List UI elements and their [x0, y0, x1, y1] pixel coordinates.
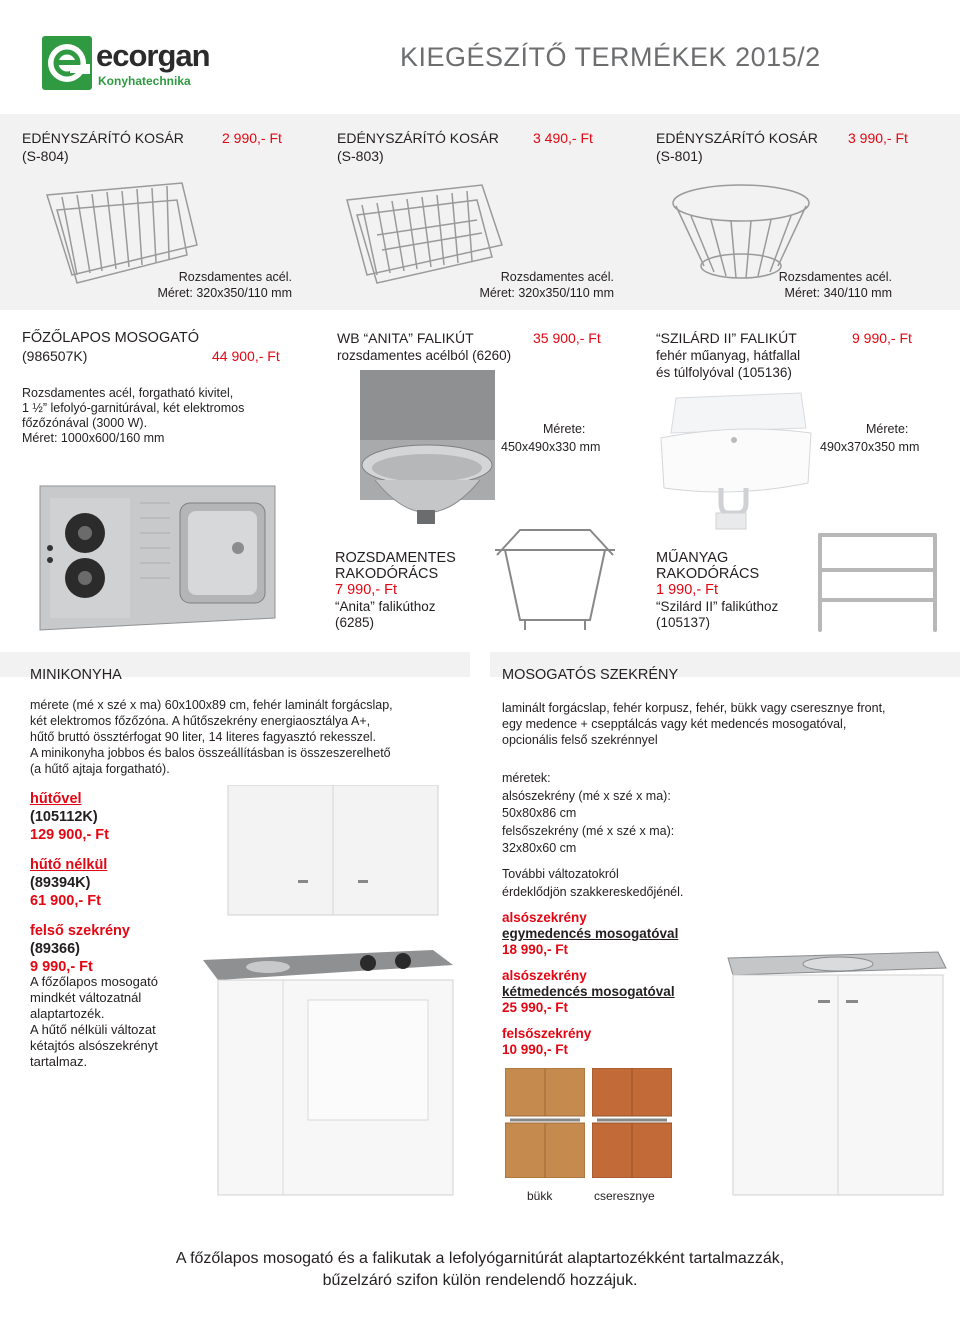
desc-line: egy medence + csepptálcás vagy két medencés mosogatóval,: [502, 717, 847, 731]
product-desc: 1 ½” lefolyó-garnitúrával, két elektromos: [22, 401, 245, 415]
basket-size: Méret: 320x350/110 mm: [479, 286, 614, 300]
size-value: 490x370x350 mm: [820, 440, 920, 454]
basket-name: EDÉNYSZÁRÍTÓ KOSÁR: [337, 130, 499, 146]
option-code: (89366): [30, 941, 80, 957]
rack-for: “Anita” falikúthoz: [335, 599, 436, 614]
rack-steel-card: [335, 550, 485, 640]
anita-card: [337, 330, 627, 530]
basket-name: EDÉNYSZÁRÍTÓ KOSÁR: [656, 130, 818, 146]
size-line: 32x80x60 cm: [502, 841, 577, 855]
more-line: érdeklődjön szakkereskedőjénél.: [502, 884, 684, 899]
size-line: felsőszekrény (mé x szé x ma):: [502, 823, 675, 838]
note-line: kétajtós alsószekrényt: [30, 1038, 158, 1053]
product-price: 44 900,- Ft: [212, 348, 280, 364]
minikonyha-image: [198, 785, 458, 1205]
rack-for: “Szilárd II” falikúthoz: [656, 599, 779, 614]
note-line: mindkét változatnál: [30, 990, 142, 1005]
note-line: tartalmaz.: [30, 1054, 88, 1069]
mosogatos-sizes: [502, 770, 802, 858]
desc-line: A minikonyha jobbos és balos összeállításban is összeszerelhető: [30, 746, 391, 760]
product-sub: fehér műanyag, hátfallal: [656, 348, 801, 363]
rack-title: RAKODÓRÁCS: [656, 566, 760, 582]
size-label: Mérete:: [543, 422, 586, 436]
product-size: Méret: 1000x600/160 mm: [22, 431, 165, 445]
rack-title: ROZSDAMENTES: [335, 550, 456, 566]
size-line: méretek:: [502, 771, 551, 785]
basket-code: (S-803): [337, 148, 384, 164]
option-code: (89394K): [30, 875, 91, 891]
bukk-label: bükk: [527, 1189, 553, 1203]
logo: [40, 34, 220, 94]
product-name: FŐZŐLAPOS MOSOGATÓ: [22, 330, 199, 346]
minikonyha-note: [30, 974, 190, 1070]
product-desc: főzőzónával (3000 W).: [22, 416, 148, 430]
desc-line: hűtő bruttó össztérfogat 90 liter, 14 literes fagyasztó rekesszel.: [30, 730, 377, 744]
price-item-label: kétmedencés mosogatóval: [502, 984, 675, 999]
product-price: 35 900,- Ft: [533, 330, 601, 346]
footer-line: bűzelzáró szifon külön rendelendő hozzájuk.: [322, 1272, 638, 1289]
minikonyha-options: [30, 790, 190, 976]
product-desc: Rozsdamentes acél, forgatható kivitel,: [22, 386, 234, 400]
basket-material: Rozsdamentes acél.: [178, 270, 292, 284]
logo-subtitle: Konyhatechnika: [98, 74, 191, 88]
price-item-value: 18 990,- Ft: [502, 942, 569, 957]
option-name: hűtő nélkül: [30, 857, 108, 873]
rack-code: (6285): [335, 615, 375, 630]
rack-title: RAKODÓRÁCS: [335, 566, 439, 582]
rack-steel-image: [485, 520, 625, 640]
basket-code: (S-804): [22, 148, 69, 164]
rack-price: 7 990,- Ft: [335, 582, 398, 598]
more-line: További változatokról: [502, 867, 619, 881]
option-name: felső szekrény: [30, 923, 130, 939]
cooker-sink-image: [30, 478, 280, 638]
price-item-label: alsószekrény: [502, 910, 587, 925]
note-line: A főzőlapos mosogató: [30, 974, 158, 989]
product-sub: és túlfolyóval (105136): [656, 365, 792, 380]
price-item-label: egymedencés mosogatóval: [502, 926, 679, 941]
szilard-sink-image: [656, 388, 816, 538]
note-line: alaptartozék.: [30, 1006, 105, 1021]
cseresznye-cabinet-image: [592, 1068, 672, 1178]
product-sub: rozsdamentes acélból (6260): [337, 348, 512, 363]
price-item-value: 25 990,- Ft: [502, 1000, 569, 1015]
product-name: “SZILÁRD II” FALIKÚT: [656, 330, 797, 346]
option-price: 9 990,- Ft: [30, 959, 93, 975]
mosogatos-title: MOSOGATÓS SZEKRÉNY: [502, 667, 679, 683]
product-price: 9 990,- Ft: [852, 330, 912, 346]
basket-card: [656, 130, 946, 305]
rack-plastic-image: [800, 520, 950, 640]
rack-title: MŰANYAG: [656, 550, 729, 566]
rack-code: (105137): [656, 615, 711, 630]
basket-price: 2 990,- Ft: [222, 130, 282, 146]
minikonyha-title: MINIKONYHA: [30, 667, 122, 683]
mosogatos-image: [718, 950, 948, 1200]
size-line: 50x80x86 cm: [502, 806, 577, 820]
size-line: alsószekrény (mé x szé x ma):: [502, 788, 671, 803]
desc-line: mérete (mé x szé x ma) 60x100x89 cm, fehér laminált forgácslap,: [30, 698, 393, 712]
option-code: (105112K): [30, 809, 98, 825]
basket-material: Rozsdamentes acél.: [778, 270, 892, 284]
desc-line: laminált forgácslap, fehér korpusz, fehér, bükk vagy cseresznye front,: [502, 701, 886, 715]
basket-card: [22, 130, 312, 305]
basket-image: [32, 175, 202, 285]
cseresznye-label: cseresznye: [594, 1189, 655, 1203]
basket-name: EDÉNYSZÁRÍTÓ KOSÁR: [22, 130, 184, 146]
option-name: hűtővel: [30, 791, 82, 807]
footer-line: A főzőlapos mosogató és a falikutak a lefolyógarnitúrát alaptartozékként tartalmazzák,: [175, 1250, 785, 1267]
size-value: 450x490x330 mm: [501, 440, 601, 454]
rack-plastic-card: [656, 550, 806, 640]
page-title: KIEGÉSZÍTŐ TERMÉKEK 2015/2: [400, 42, 821, 72]
basket-code: (S-801): [656, 148, 703, 164]
basket-image: [337, 175, 507, 285]
cooker-sink-card: [22, 330, 312, 450]
footer-note: [0, 1248, 960, 1292]
szilard-card: [656, 330, 946, 530]
anita-sink-image: [355, 370, 505, 530]
basket-size: Méret: 340/110 mm: [784, 286, 892, 300]
logo-emblem-icon: [40, 34, 94, 92]
basket-material: Rozsdamentes acél.: [500, 270, 614, 284]
price-item-value: 10 990,- Ft: [502, 1042, 569, 1057]
basket-card: [337, 130, 627, 305]
basket-size: Méret: 320x350/110 mm: [157, 286, 292, 300]
option-price: 61 900,- Ft: [30, 893, 101, 909]
mosogatos-more: [502, 866, 683, 901]
option-price: 129 900,- Ft: [30, 827, 109, 843]
price-item-label: felsőszekrény: [502, 1026, 592, 1041]
desc-line: opcionális felső szekrénnyel: [502, 733, 658, 747]
mosogatos-prices: [502, 910, 722, 1058]
logo-brand: ecorgan: [96, 38, 210, 73]
desc-line: két elektromos főzőzóna. A hűtőszekrény energiaosztálya A+,: [30, 714, 371, 728]
basket-price: 3 490,- Ft: [533, 130, 593, 146]
mosogatos-desc: [502, 700, 942, 748]
desc-line: (a hűtő ajtaja forgatható).: [30, 762, 170, 776]
price-item-label: alsószekrény: [502, 968, 587, 983]
note-line: A hűtő nélküli változat: [30, 1022, 156, 1037]
minikonyha-desc: [30, 697, 470, 777]
basket-price: 3 990,- Ft: [848, 130, 908, 146]
bukk-cabinet-image: [505, 1068, 585, 1178]
size-label: Mérete:: [866, 422, 909, 436]
product-name: WB “ANITA” FALIKÚT: [337, 330, 474, 346]
rack-price: 1 990,- Ft: [656, 582, 719, 598]
product-code: (986507K): [22, 348, 88, 364]
